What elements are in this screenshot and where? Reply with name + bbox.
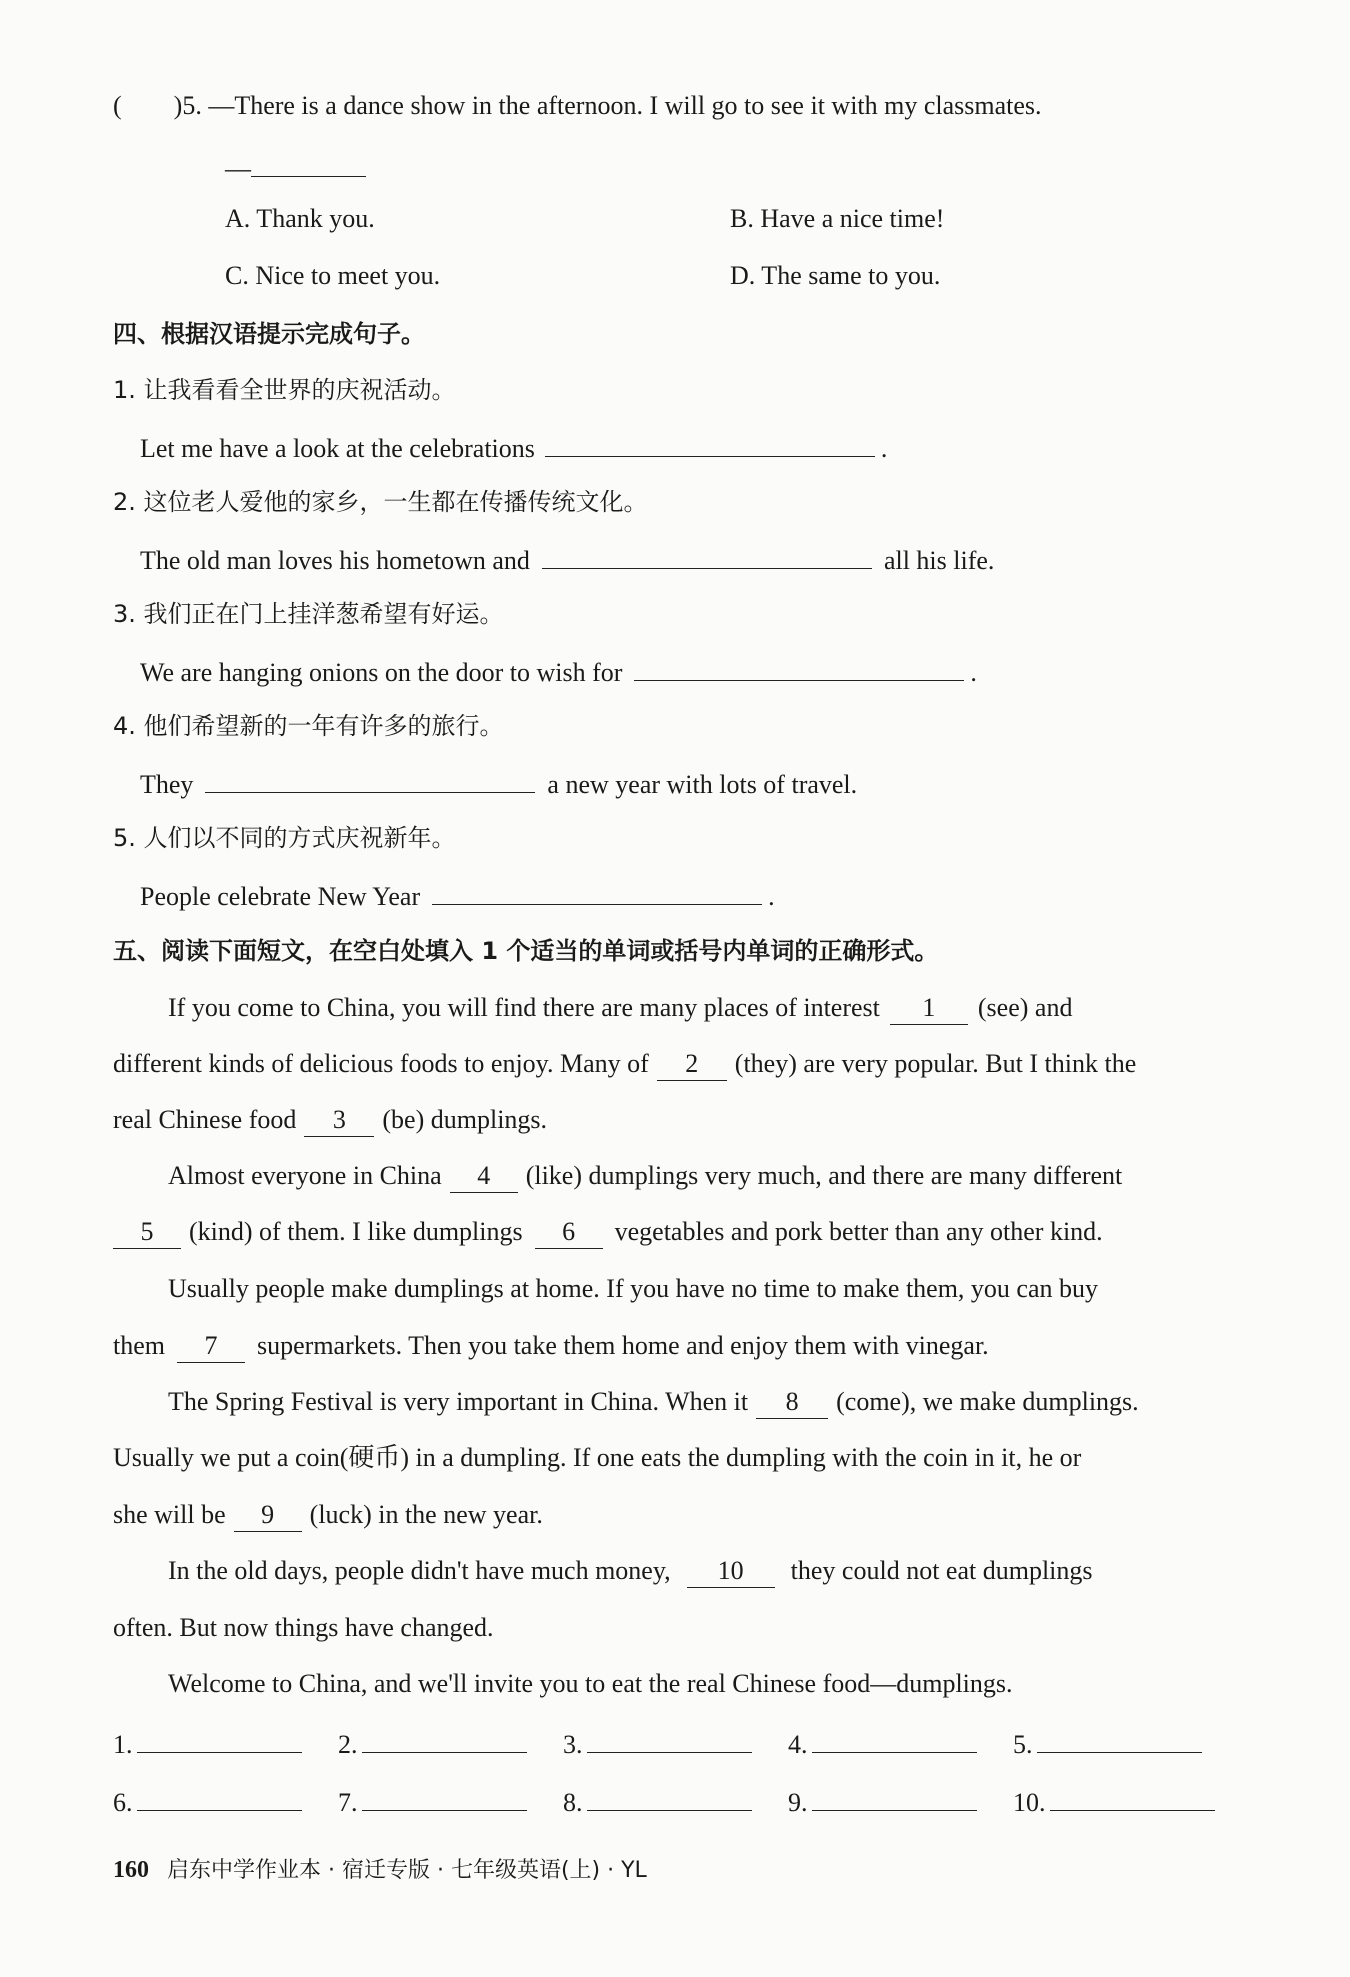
answer-slot-8[interactable]: 8. (563, 1782, 788, 1818)
gap-6[interactable]: 6 (535, 1216, 603, 1249)
s4-q2-chinese: 2. 这位老人爱他的家乡，一生都在传播传统文化。 (113, 488, 648, 516)
p3-line2: them 7 supermarkets. Then you take them home and enjoy them with vinegar. (113, 1330, 989, 1363)
gap-5[interactable]: 5 (113, 1216, 181, 1249)
s4-q4-chinese: 4. 他们希望新的一年有许多的旅行。 (113, 712, 504, 740)
p2-line1: Almost everyone in China 4 (like) dumplings very much, and there are many different (168, 1160, 1122, 1193)
answer-row-1 (113, 1724, 1238, 1760)
q5-dash: — (225, 154, 251, 183)
answer-slot-9[interactable]: 9. (788, 1782, 1013, 1818)
p5-line2: often. But now things have changed. (113, 1613, 494, 1642)
gap-7[interactable]: 7 (177, 1330, 245, 1363)
answer-slot-10[interactable]: 10. (1013, 1782, 1238, 1818)
q5-response (225, 150, 372, 185)
book-title: 启东中学作业本 · 宿迁专版 · 七年级英语(上) · YL (167, 1858, 647, 1883)
s4-q2-sentence: The old man loves his hometown and all his life. (140, 542, 994, 577)
q5-option-a[interactable]: A. Thank you. (225, 204, 375, 233)
gap-9[interactable]: 9 (234, 1499, 302, 1532)
p1-line1: If you come to China, you will find there are many places of interest 1 (see) and (168, 992, 1072, 1025)
s4-q5-chinese: 5. 人们以不同的方式庆祝新年。 (113, 824, 456, 852)
q5-option-c[interactable]: C. Nice to meet you. (225, 261, 441, 290)
page-number: 160 (113, 1857, 149, 1883)
p1-line2: different kinds of delicious foods to enjoy. Many of 2 (they) are very popular. But I think the (113, 1048, 1136, 1081)
p4-line3: she will be 9 (luck) in the new year. (113, 1499, 543, 1532)
section5-heading: 五、阅读下面短文，在空白处填入 1 个适当的单词或括号内单词的正确形式。 (113, 937, 939, 965)
q5-option-d[interactable]: D. The same to you. (730, 261, 941, 290)
answer-slot-2[interactable]: 2. (338, 1724, 563, 1760)
section4-heading: 四、根据汉语提示完成句子。 (113, 320, 425, 348)
answer-slot-6[interactable]: 6. (113, 1782, 338, 1818)
s4-q5-blank[interactable] (432, 878, 762, 905)
p6-line1: Welcome to China, and we'll invite you to eat the real Chinese food—dumplings. (168, 1669, 1013, 1698)
gap-2[interactable]: 2 (657, 1048, 727, 1081)
s4-q3-blank[interactable] (634, 654, 964, 681)
s4-q3-sentence: We are hanging onions on the door to wish for . (140, 654, 977, 689)
answer-row-2 (113, 1782, 1238, 1818)
page-footer (113, 1854, 647, 1887)
gap-10[interactable]: 10 (687, 1555, 775, 1588)
s4-q4-blank[interactable] (205, 766, 535, 793)
p3-line1: Usually people make dumplings at home. If you have no time to make them, you can buy (168, 1274, 1099, 1303)
q5-option-b[interactable]: B. Have a nice time! (730, 204, 945, 233)
s4-q2-blank[interactable] (542, 542, 872, 569)
s4-q1-chinese: 1. 让我看看全世界的庆祝活动。 (113, 376, 456, 404)
answer-slot-5[interactable]: 5. (1013, 1724, 1238, 1760)
gap-4[interactable]: 4 (450, 1160, 518, 1193)
q5-answer-blank[interactable] (251, 150, 366, 177)
gap-8[interactable]: 8 (756, 1386, 828, 1419)
q5-stem: ( )5. —There is a dance show in the afternoon. I will go to see it with my classmates. (113, 91, 1042, 120)
s4-q5-sentence: People celebrate New Year . (140, 878, 775, 913)
s4-q3-chinese: 3. 我们正在门上挂洋葱希望有好运。 (113, 600, 504, 628)
answer-slot-7[interactable]: 7. (338, 1782, 563, 1818)
gap-1[interactable]: 1 (890, 992, 968, 1025)
p2-line2: 5 (kind) of them. I like dumplings 6 vegetables and pork better than any other kind. (113, 1216, 1103, 1249)
s4-q4-sentence: They a new year with lots of travel. (140, 766, 857, 801)
gap-3[interactable]: 3 (304, 1104, 374, 1137)
p1-line3: real Chinese food 3 (be) dumplings. (113, 1104, 547, 1137)
s4-q1-sentence: Let me have a look at the celebrations . (140, 430, 887, 465)
p5-line1: In the old days, people didn't have much money, 10 they could not eat dumplings (168, 1555, 1093, 1588)
answer-slot-3[interactable]: 3. (563, 1724, 788, 1760)
answer-slot-1[interactable]: 1. (113, 1724, 338, 1760)
p4-line1: The Spring Festival is very important in China. When it 8 (come), we make dumplings. (168, 1386, 1139, 1419)
s4-q1-blank[interactable] (545, 430, 875, 457)
answer-slot-4[interactable]: 4. (788, 1724, 1013, 1760)
p4-line2: Usually we put a coin(硬币) in a dumpling. If one eats the dumpling with the coin in it, he or (113, 1443, 1082, 1472)
